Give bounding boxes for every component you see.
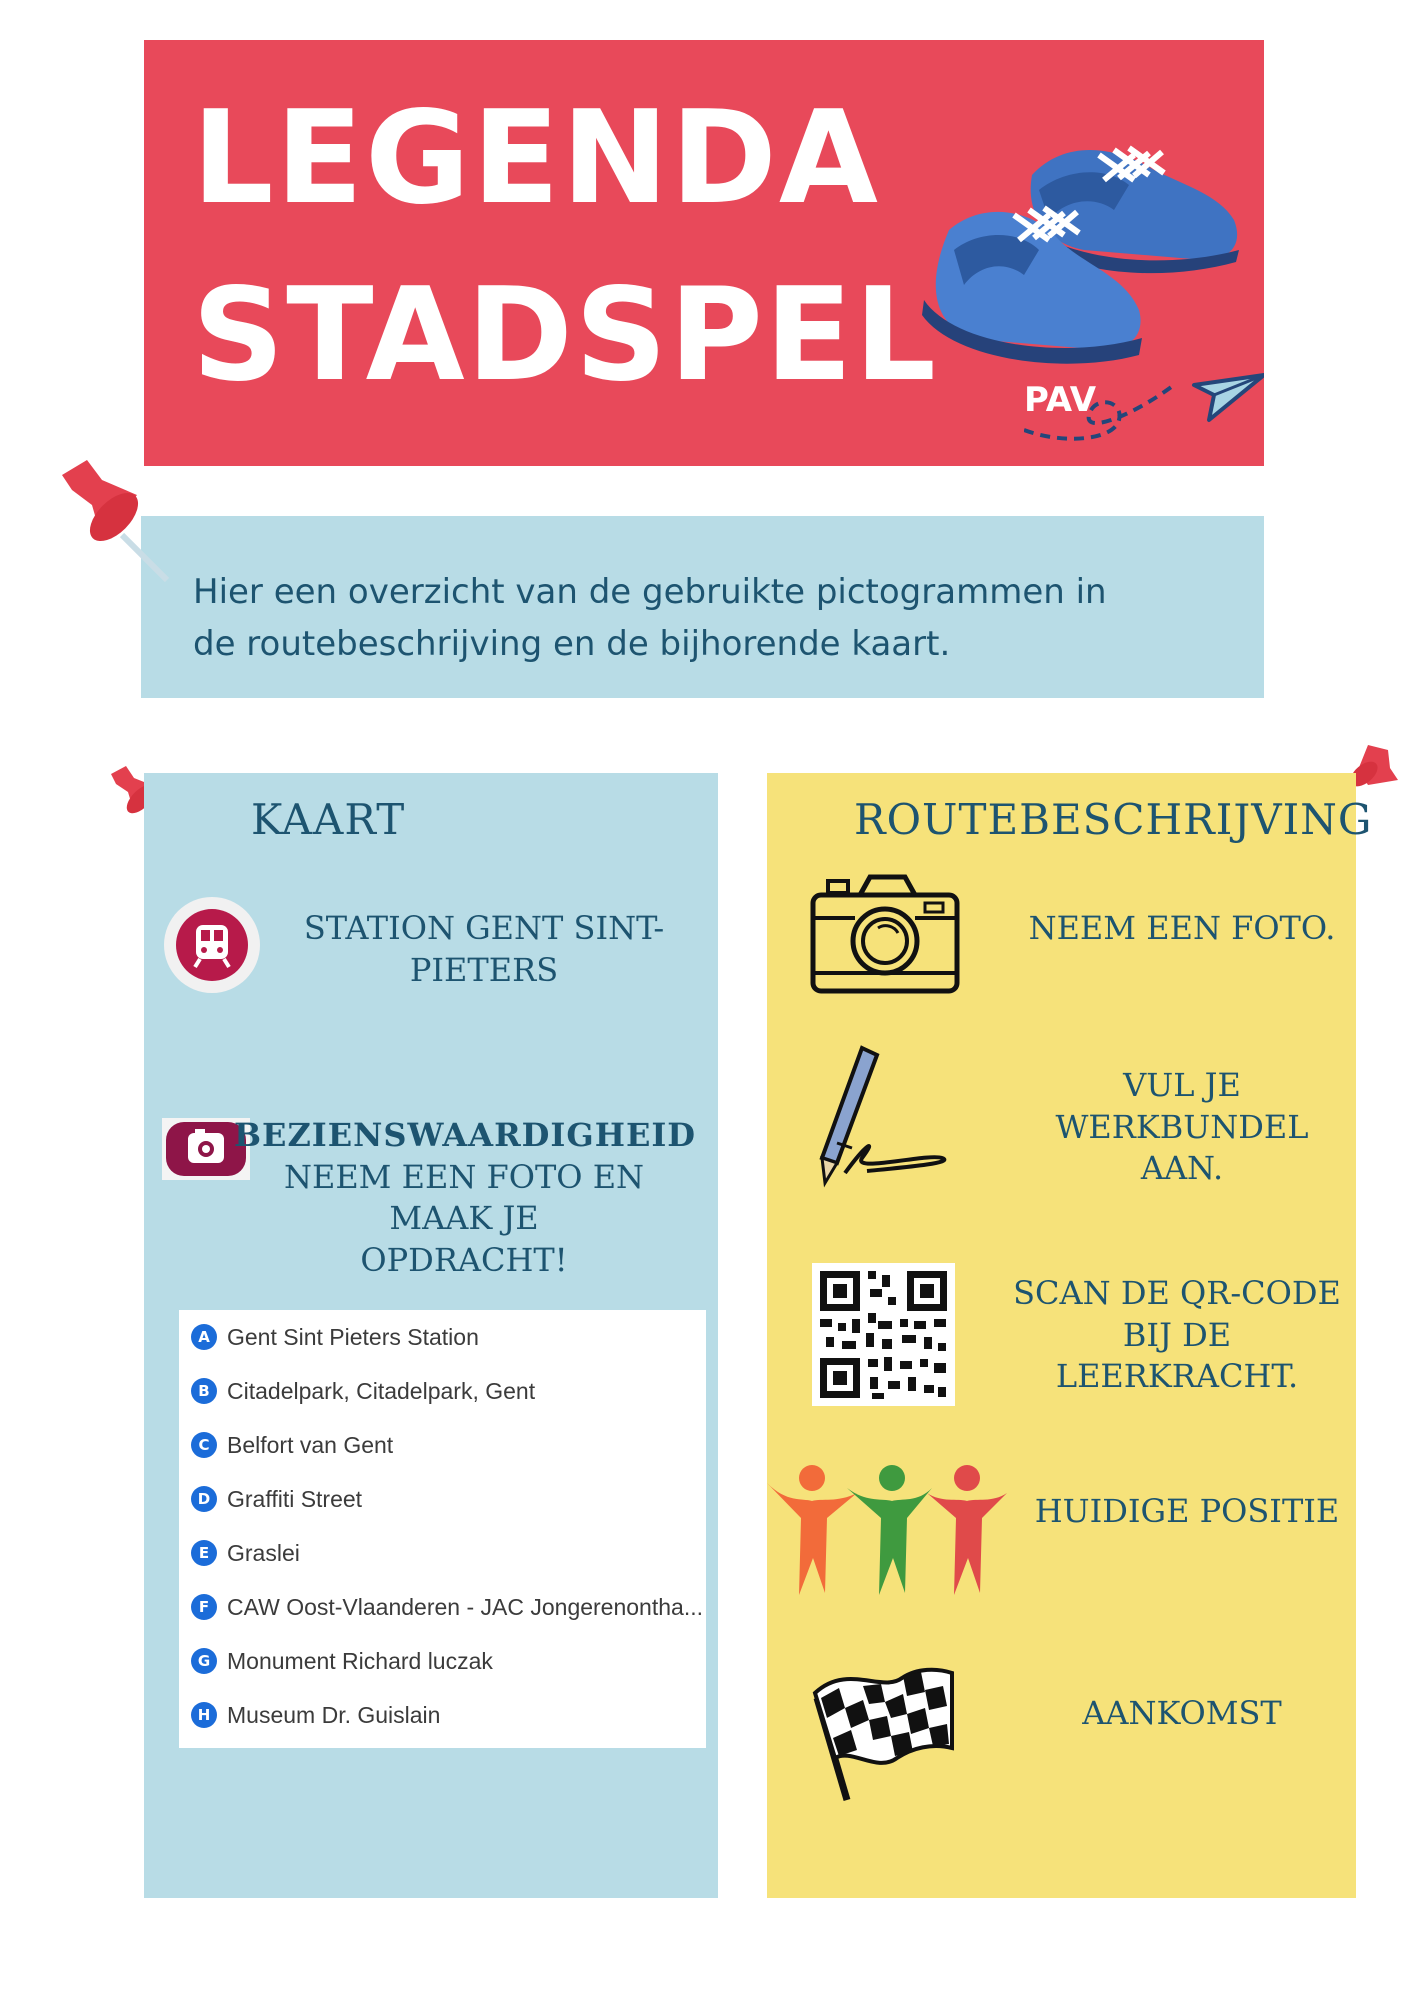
list-item: [191, 1538, 300, 1568]
list-item-text: CAW Oost-Vlaanderen - JAC Jongerenontha...: [227, 1593, 703, 1620]
workbook-label: [1012, 1065, 1352, 1190]
camera-icon: [810, 873, 960, 995]
qr-line-2: BIJ DE: [1122, 1315, 1232, 1354]
qr-label: [1002, 1273, 1352, 1398]
sight-line-1: NEEM EEN FOTO EN MAAK JE: [283, 1157, 645, 1238]
train-station-icon: [162, 895, 262, 995]
arrival-label: AANKOMST: [1082, 1694, 1282, 1732]
station-label-line-2: PIETERS: [409, 950, 559, 989]
checkered-flag-icon: [807, 1658, 957, 1803]
marker-badge: C: [191, 1432, 217, 1458]
list-item: [191, 1592, 703, 1622]
intro-line-1: Hier een overzicht van de gebruikte pictogrammen in: [193, 572, 1107, 612]
list-item-text: Graffiti Street: [227, 1485, 363, 1512]
intro-box: [141, 516, 1264, 698]
list-item: [191, 1700, 440, 1730]
station-label: [274, 908, 694, 991]
position-label: HUIDIGE POSITIE: [1034, 1492, 1340, 1530]
push-pin-icon: [52, 455, 172, 585]
route-column: [767, 773, 1373, 1898]
list-item-text: Graslei: [227, 1539, 300, 1566]
people-icon: [767, 1463, 1007, 1598]
workbook-line-1: VUL JE: [1123, 1066, 1241, 1104]
list-item: [191, 1484, 362, 1514]
list-item-text: Museum Dr. Guislain: [227, 1701, 441, 1728]
list-item: [191, 1376, 535, 1406]
qr-code-icon: [812, 1263, 955, 1406]
list-item: [191, 1430, 393, 1460]
route-heading: ROUTEBESCHRIJVING: [854, 795, 1373, 844]
marker-badge: D: [191, 1486, 217, 1512]
kaart-heading: KAART: [251, 795, 406, 844]
marker-badge: F: [191, 1594, 217, 1620]
photo-label: NEEM EEN FOTO.: [1028, 909, 1336, 947]
pen-icon: [807, 1043, 957, 1193]
intro-line-2: de routebeschrijving en de bijhorende kaart.: [193, 624, 951, 664]
list-item: [191, 1646, 493, 1676]
workbook-line-2: WERKBUNDEL: [1055, 1107, 1309, 1146]
header-banner: [144, 40, 1264, 466]
marker-badge: H: [191, 1702, 217, 1728]
list-item: [191, 1322, 479, 1352]
kaart-column: [144, 773, 718, 1898]
list-item-text: Belfort van Gent: [227, 1431, 394, 1458]
marker-badge: E: [191, 1540, 217, 1566]
paper-plane-icon: [1024, 340, 1264, 450]
marker-badge: A: [191, 1324, 217, 1350]
sight-label: [234, 1115, 697, 1281]
list-item-text: Monument Richard luczak: [227, 1647, 493, 1674]
list-item-text: Gent Sint Pieters Station: [227, 1323, 479, 1350]
marker-badge: B: [191, 1378, 217, 1404]
sight-line-2: OPDRACHT!: [360, 1240, 568, 1279]
sight-title: BEZIENSWAARDIGHEID: [234, 1116, 697, 1154]
title-line-2: STADSPEL: [192, 261, 938, 410]
intro-text: [193, 566, 1233, 670]
map-legend-list: [179, 1310, 706, 1748]
qr-line-3: LEERKRACHT.: [1055, 1357, 1299, 1396]
title-line-1: LEGENDA: [192, 84, 880, 233]
workbook-line-3: AAN.: [1140, 1149, 1224, 1188]
station-label-line-1: STATION GENT SINT-: [303, 909, 665, 947]
list-item-text: Citadelpark, Citadelpark, Gent: [227, 1377, 536, 1404]
marker-badge: G: [191, 1648, 217, 1674]
pav-logo-text: PAV: [1024, 380, 1097, 420]
qr-line-1: SCAN DE QR-CODE: [1013, 1274, 1341, 1312]
